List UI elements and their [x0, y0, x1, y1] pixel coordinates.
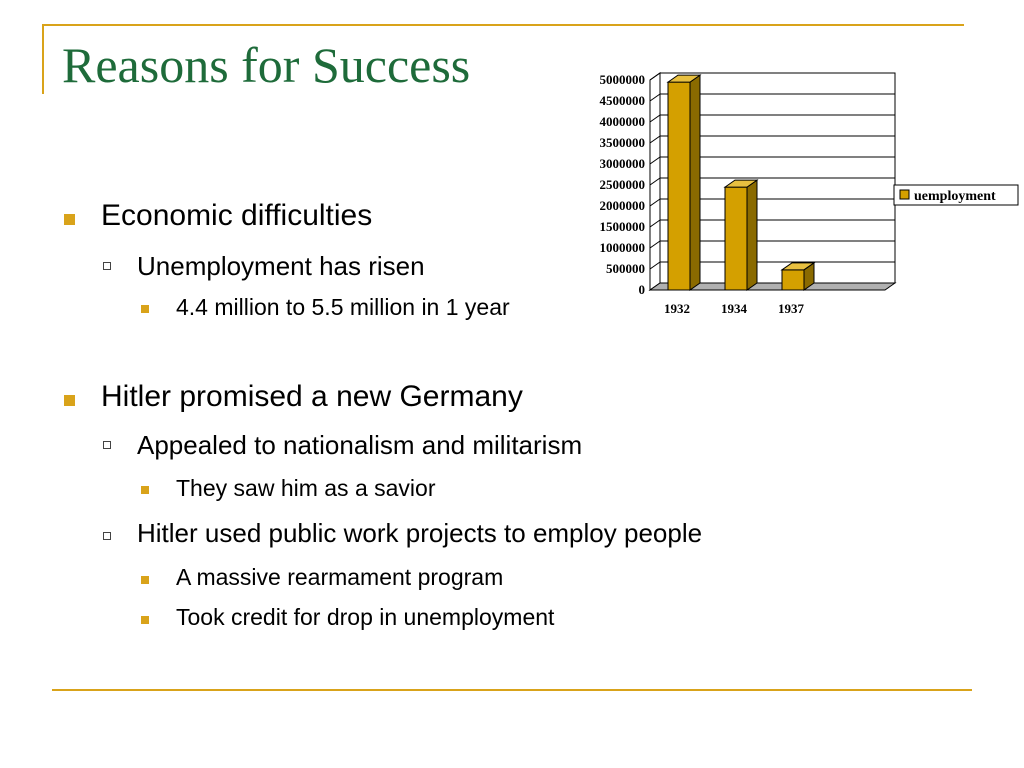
bar-1937: [782, 270, 804, 290]
bullet-hitler-promised: Hitler promised a new Germany: [101, 380, 523, 413]
y-tick-label: 2000000: [599, 198, 645, 213]
y-tick-label: 3000000: [599, 156, 645, 171]
y-tick-label: 3500000: [599, 135, 645, 150]
bar-side-1932: [690, 75, 700, 290]
y-tick-label: 0: [638, 282, 645, 297]
bullet-unemployment-risen: Unemployment has risen: [137, 251, 425, 281]
bullet-million-figures: 4.4 million to 5.5 million in 1 year: [176, 294, 510, 320]
bullet-rearmament: A massive rearmament program: [176, 564, 504, 590]
y-tick-label: 2500000: [599, 177, 645, 192]
bar-1934: [725, 187, 747, 290]
y-tick-label: 500000: [606, 261, 645, 276]
legend-swatch: [900, 190, 909, 199]
bar-1932: [668, 82, 690, 290]
x-tick-label: 1932: [664, 301, 690, 316]
bullet-economic-difficulties: Economic difficulties: [101, 199, 373, 232]
legend-label: uemployment: [914, 189, 996, 204]
y-tick-label: 4500000: [599, 93, 645, 108]
y-tick-label: 5000000: [599, 72, 645, 87]
x-tick-label: 1937: [778, 301, 804, 316]
slide-title: Reasons for Success: [62, 37, 471, 93]
bullet-nationalism: Appealed to nationalism and militarism: [137, 430, 583, 460]
bullet-public-works: Hitler used public work projects to employ people: [137, 518, 703, 548]
bar-side-1934: [747, 180, 757, 290]
y-tick-label: 1500000: [599, 219, 645, 234]
bullet-took-credit: Took credit for drop in unemployment: [176, 604, 555, 630]
bullet-savior: They saw him as a savior: [176, 475, 436, 501]
x-tick-label: 1934: [721, 301, 747, 316]
y-tick-label: 4000000: [599, 114, 645, 129]
y-tick-label: 1000000: [599, 240, 645, 255]
